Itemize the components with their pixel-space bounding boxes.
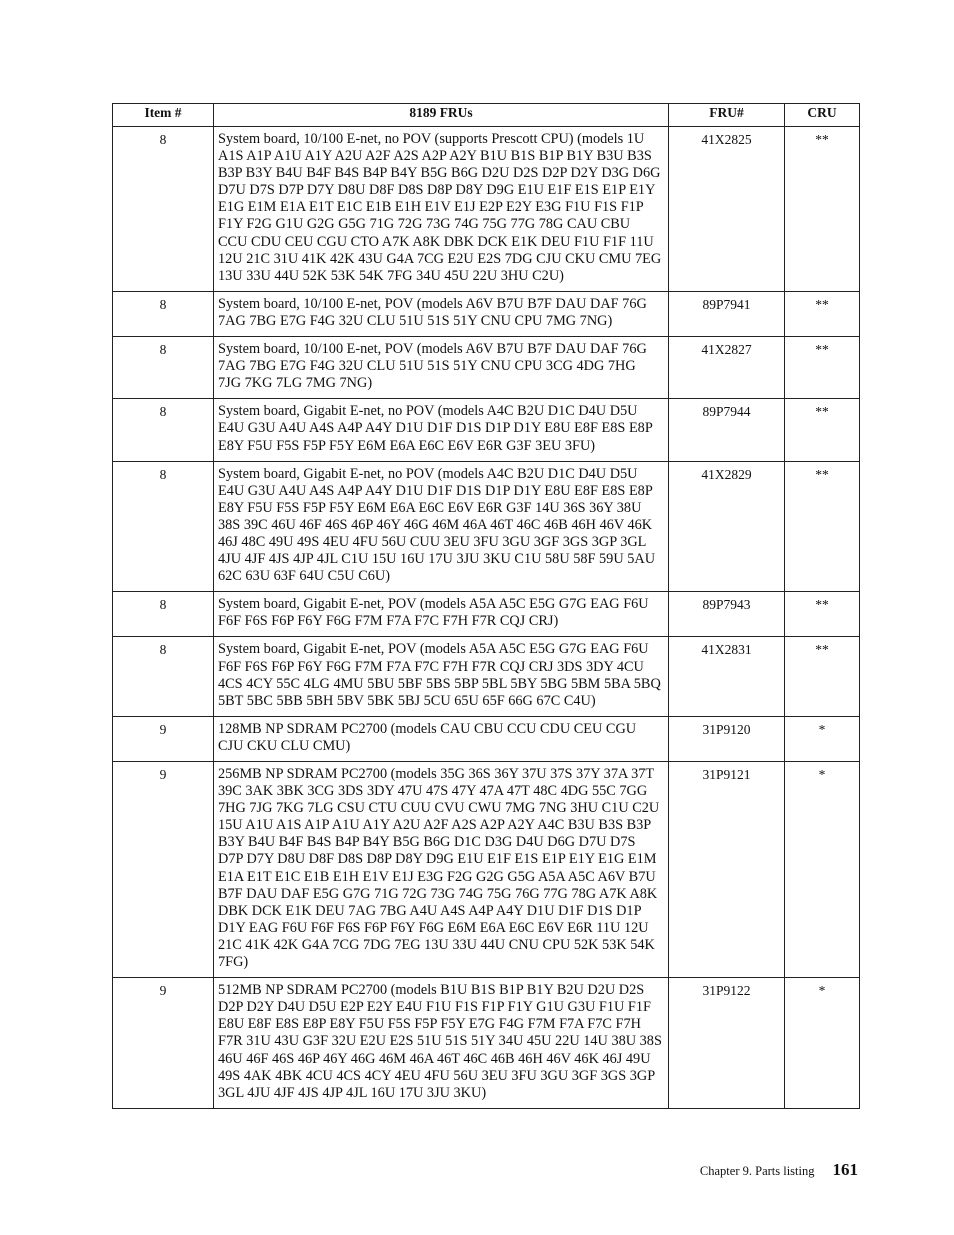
- parts-table: [112, 103, 860, 1109]
- cru-cell: *: [785, 978, 860, 1109]
- fru-number-cell: 41X2827: [669, 337, 785, 399]
- fru-number-cell: 89P7944: [669, 399, 785, 461]
- item-number-cell: 8: [113, 592, 214, 637]
- fru-number-cell: 31P9120: [669, 716, 785, 761]
- fru-description-cell: System board, Gigabit E-net, no POV (models A4C B2U D1C D4U D5U E4U G3U A4U A4S A4P A4Y D1U D1F D1S D1P D1Y E8U E8F E8S E8P E8Y F5U F5S F5P F5Y E6M E6A E6C E6V E6R G3F 3EU 3FU): [214, 399, 669, 461]
- cru-cell: *: [785, 762, 860, 978]
- cru-cell: **: [785, 399, 860, 461]
- cru-cell: **: [785, 592, 860, 637]
- item-number-cell: 9: [113, 762, 214, 978]
- fru-description-cell: System board, Gigabit E-net, POV (models A5A A5C E5G G7G EAG F6U F6F F6S F6P F6Y F6G F7M F7A F7C F7H F7R CQJ CRJ): [214, 592, 669, 637]
- item-number-cell: 8: [113, 399, 214, 461]
- table-row: [113, 291, 860, 336]
- table-header: [113, 104, 860, 127]
- fru-description-cell: System board, 10/100 E-net, no POV (supports Prescott CPU) (models 1U A1S A1P A1U A1Y A2U A2F A2S A2P A2Y B1U B1S B1P B1Y B3U B3S B3P B3Y B4U B4F B4S B4P B4Y B5G B6G D2U D2S D2P D2Y D3G D6G D7U D7S D7P D7Y D8U D8F D8S D8P D8Y D9G E1U E1F E1S E1P E1Y E1G E1M E1A E1T E1C E1B E1H E1V E1J E2P E2Y E3G F1U F1S F1P F1Y F2G G1U G2G G5G 71G 72G 73G 74G 75G 77G 78G CAU CBU CCU CDU CEU CGU CTO A7K A8K DBK DCK E1K DEU F1U F1F 11U 12U 21C 31U 41K 42K 43U G4A 7CG E2U E2S 7DG CJU CKU CMU 7EG 13U 33U 44U 52K 53K 54K 7FG 34U 45U 22U 3HU C2U): [214, 127, 669, 292]
- table-row: [113, 592, 860, 637]
- cru-cell: **: [785, 461, 860, 592]
- table-row: [113, 762, 860, 978]
- fru-number-cell: 41X2831: [669, 637, 785, 716]
- table-row: [113, 127, 860, 292]
- item-number-cell: 8: [113, 461, 214, 592]
- item-number-cell: 9: [113, 978, 214, 1109]
- fru-description-cell: System board, 10/100 E-net, POV (models A6V B7U B7F DAU DAF 76G 7AG 7BG E7G F4G 32U CLU 51U 51S 51Y CNU CPU 3CG 4DG 7HG 7JG 7KG 7LG 7MG 7NG): [214, 337, 669, 399]
- table-row: [113, 716, 860, 761]
- table-row: [113, 399, 860, 461]
- cru-cell: **: [785, 127, 860, 292]
- cru-cell: **: [785, 337, 860, 399]
- table-row: [113, 637, 860, 716]
- table-row: [113, 337, 860, 399]
- fru-description-cell: System board, Gigabit E-net, no POV (models A4C B2U D1C D4U D5U E4U G3U A4U A4S A4P A4Y D1U D1F D1S D1P D1Y E8U E8F E8S E8P E8Y F5U F5S F5P F5Y E6M E6A E6C E6V E6R G3F 14U 36S 36Y 38U 38S 39C 46U 46F 46S 46P 46Y 46G 46M 46A 46T 46C 46B 46H 46V 46K 46J 48C 49U 49S 4EU 4FU 56U CUU 3EU 3FU 3GU 3GF 3GS 3GP 3GL 4JU 4JF 4JS 4JP 4JL C1U 15U 16U 17U 3JU 3KU C1U 58U 58F 59U 5AU 62C 63U 63F 64U C5U C6U): [214, 461, 669, 592]
- fru-description-cell: System board, 10/100 E-net, POV (models A6V B7U B7F DAU DAF 76G 7AG 7BG E7G F4G 32U CLU 51U 51S 51Y CNU CPU 7MG 7NG): [214, 291, 669, 336]
- fru-description-cell: System board, Gigabit E-net, POV (models A5A A5C E5G G7G EAG F6U F6F F6S F6P F6Y F6G F7M F7A F7C F7H F7R CQJ CRJ 3DS 3DY 4CU 4CS 4CY 55C 4LG 4MU 5BU 5BF 5BS 5BP 5BL 5BY 5BG 5BM 5BA 5BQ 5BT 5BC 5BB 5BH 5BV 5BK 5BJ 5CU 65U 65F 66G 67C C4U): [214, 637, 669, 716]
- item-number-cell: 8: [113, 637, 214, 716]
- item-number-cell: 9: [113, 716, 214, 761]
- header-fru-number: FRU#: [669, 104, 785, 127]
- header-frus: 8189 FRUs: [214, 104, 669, 127]
- item-number-cell: 8: [113, 337, 214, 399]
- fru-number-cell: 89P7943: [669, 592, 785, 637]
- fru-number-cell: 31P9122: [669, 978, 785, 1109]
- table-row: [113, 461, 860, 592]
- table-row: [113, 978, 860, 1109]
- header-item: Item #: [113, 104, 214, 127]
- item-number-cell: 8: [113, 291, 214, 336]
- fru-number-cell: 31P9121: [669, 762, 785, 978]
- cru-cell: **: [785, 637, 860, 716]
- table-body: [113, 127, 860, 1109]
- header-row: [113, 104, 860, 127]
- header-cru: CRU: [785, 104, 860, 127]
- fru-number-cell: 41X2825: [669, 127, 785, 292]
- fru-number-cell: 41X2829: [669, 461, 785, 592]
- fru-description-cell: 512MB NP SDRAM PC2700 (models B1U B1S B1P B1Y B2U D2U D2S D2P D2Y D4U D5U E2P E2Y E4U F1U F1S F1P F1Y G1U G3U F1U F1F E8U E8F E8S E8P E8Y F5U F5S F5P F5Y E7G F4G F7M F7A F7C F7H F7R 31U 43U G3F 32U E2U E2S 51U 51S 51Y 34U 45U 22U 14U 38U 38S 46U 46F 46S 46P 46Y 46G 46M 46A 46T 46C 46B 46H 46V 46K 46J 49U 49S 4AK 4BK 4CU 4CS 4CY 4EU 4FU 56U 3EU 3FU 3GU 3GF 3GS 3GP 3GL 4JU 4JF 4JS 4JP 4JL 16U 17U 3JU 3KU): [214, 978, 669, 1109]
- chapter-title: Chapter 9. Parts listing: [699, 1164, 815, 1178]
- cru-cell: *: [785, 716, 860, 761]
- fru-number-cell: 89P7941: [669, 291, 785, 336]
- fru-description-cell: 128MB NP SDRAM PC2700 (models CAU CBU CCU CDU CEU CGU CJU CKU CLU CMU): [214, 716, 669, 761]
- cru-cell: **: [785, 291, 860, 336]
- page-footer: [700, 1160, 858, 1180]
- fru-description-cell: 256MB NP SDRAM PC2700 (models 35G 36S 36Y 37U 37S 37Y 37A 37T 39C 3AK 3BK 3CG 3DS 3DY 47U 47S 47Y 47A 47T 48C 4DG 55C 7GG 7HG 7JG 7KG 7LG CSU CTU CUU CVU CWU 7MG 7NG 3HU C1U C2U 15U A1U A1S A1P A1U A1Y A2U A2F A2S A2P A2Y A4C B3U B3S B3P B3Y B4U B4F B4S B4P B4Y B5G B6G D1C D3G D4U D6G D7U D7S D7P D7Y D8U D8F D8S D8P D8Y D9G E1U E1F E1S E1P E1Y E1G E1M E1A E1T E1C E1B E1H E1V E1J E3G F2G G2G G5G A5A A5C A6V B7U B7F DAU DAF E5G G7G 71G 72G 73G 74G 75G 76G 77G 78G A7K A8K DBK DCK E1K DEU 7AG 7BG A4U A4S A4P A4Y D1U D1F D1S D1P D1Y EAG F6U F6F F6S F6P F6Y F6G E6M E6A E6C E6V E6R 11U 12U 21C 41K 42K G4A 7CG 7DG 7EG 13U 33U 44U CNU CPU 52K 53K 54K 7FG): [214, 762, 669, 978]
- item-number-cell: 8: [113, 127, 214, 292]
- page-number: 161: [832, 1160, 858, 1179]
